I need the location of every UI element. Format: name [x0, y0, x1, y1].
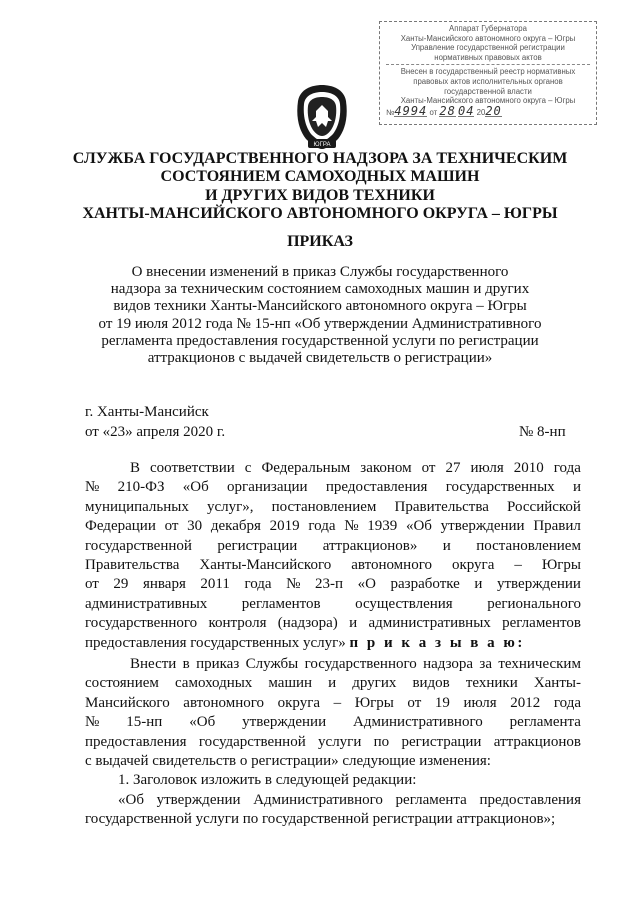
text-line	[85, 537, 581, 556]
word: Правил	[533, 518, 581, 535]
word: «О	[357, 576, 376, 593]
word: услуги	[318, 733, 362, 750]
text-line	[85, 556, 581, 575]
stamp-num-value: 4994	[394, 103, 428, 118]
word: 30	[187, 518, 203, 535]
word: предоставления	[325, 479, 428, 496]
title-line: СЛУЖБА ГОСУДАРСТВЕННОГО НАДЗОРА ЗА ТЕХНИЧЕСКИМ	[72, 150, 568, 167]
word: регистрации	[217, 537, 298, 554]
word: надзора	[423, 656, 474, 672]
text-line	[85, 517, 581, 536]
word: Российской	[507, 498, 581, 515]
word: аттракционов»	[322, 537, 418, 554]
word: соответствии	[150, 460, 235, 476]
word: регламентов	[241, 595, 321, 612]
subject-line: аттракционов с выдачей свидетельств о регистрации»	[147, 350, 493, 367]
word: округа	[277, 694, 321, 711]
word: 210-ФЗ	[117, 479, 165, 496]
order-word: п р и к а з ы в а ю:	[349, 634, 525, 651]
word: разработке	[390, 576, 460, 593]
text-line	[85, 459, 581, 478]
word: округа	[451, 556, 495, 573]
stamp-line: нормативных правовых актов	[434, 52, 542, 62]
word: законом	[360, 460, 412, 476]
subject-line: надзора за техническим состоянием самоходных машин и других	[110, 281, 530, 298]
word: автономного	[183, 694, 265, 711]
stamp-line: Аппарат Губернатора	[449, 24, 527, 33]
word: административных	[368, 615, 491, 632]
word: Административного	[253, 791, 383, 808]
subject-line: от 19 июля 2012 года № 15-нп «Об утверждении Административного	[98, 315, 542, 332]
word: административных	[85, 595, 208, 612]
word: от	[85, 576, 99, 593]
word: 2012	[510, 694, 541, 711]
word: машин	[268, 675, 313, 692]
word: №	[85, 714, 100, 731]
emblem-caption: ЮГРА	[313, 142, 331, 148]
word: (надзора)	[277, 615, 338, 632]
word: техники	[465, 675, 518, 692]
word: Внести	[130, 656, 177, 672]
word: 19	[434, 694, 450, 711]
word: государственных	[445, 479, 555, 496]
word: утверждении	[496, 576, 581, 593]
word: Ханты-	[533, 675, 581, 692]
word: «Об	[189, 714, 216, 731]
word: других	[352, 675, 397, 692]
stamp-line: Внесен в государственный реестр нормативных	[400, 67, 576, 77]
word: постановлением	[476, 537, 581, 554]
issue-date: от «23» апреля 2020 г.	[85, 424, 226, 440]
word: организации	[227, 479, 308, 496]
stamp-body	[380, 67, 596, 105]
text-line	[85, 498, 581, 517]
stamp-line: Управление государственной регистрации	[411, 43, 565, 53]
word: утверждении	[156, 791, 241, 808]
word: услуг»,	[206, 498, 254, 515]
word: года	[308, 518, 336, 535]
word: Югры	[354, 694, 394, 711]
stamp-year-suffix: 20	[485, 103, 502, 118]
word: №	[344, 518, 359, 535]
stamp-year-prefix: 20	[476, 107, 486, 117]
subject-line: видов техники Ханты-Мансийского автономного округа – Югры	[113, 298, 527, 315]
word: года	[244, 576, 272, 593]
word: –	[333, 694, 342, 711]
word: состоянием	[85, 675, 159, 692]
title-line: СОСТОЯНИЕМ САМОХОДНЫХ МАШИН	[160, 168, 480, 186]
word: и	[474, 576, 483, 593]
document-number: № 8-нп	[519, 424, 566, 440]
word: регламентов	[502, 615, 581, 632]
word: регламента	[509, 714, 581, 731]
word: декабря	[210, 518, 261, 535]
text-line	[85, 791, 581, 810]
word: №	[286, 576, 301, 593]
word: –	[514, 556, 522, 573]
word: государственного	[85, 615, 198, 632]
text-line	[85, 614, 581, 633]
word: осуществления	[355, 595, 453, 612]
word: регионального	[487, 595, 581, 612]
stamp-month: 04	[458, 103, 475, 118]
word: муниципальных	[85, 498, 189, 515]
word: государственного	[304, 656, 417, 672]
document-type: ПРИКАЗ	[287, 233, 353, 250]
word: от	[164, 518, 179, 535]
word: техническим	[498, 656, 581, 672]
amendment-paragraph	[85, 655, 581, 830]
word: аттракционов	[493, 733, 581, 750]
word: Правительства	[394, 498, 489, 515]
word: регламента	[395, 791, 467, 808]
item-1: 1. Заголовок изложить в следующей редакции:	[118, 772, 417, 789]
stamp-line: правовых актов исполнительных органов	[413, 76, 563, 86]
organization-title	[0, 150, 640, 223]
subject-line: регламента предоставления государственной услуги по регистрации	[101, 332, 539, 349]
text-line	[85, 634, 581, 653]
word: 23-п	[315, 576, 344, 593]
word: Федерации	[85, 518, 156, 535]
word: Правительства	[85, 556, 180, 573]
word: предоставления	[85, 733, 187, 750]
word: по	[373, 733, 390, 750]
word: «Об	[182, 479, 209, 496]
word: года	[553, 460, 581, 476]
word: государственной	[85, 537, 192, 554]
word: за	[479, 656, 492, 672]
place-of-issue: г. Ханты-Мансийск	[85, 404, 209, 420]
word: регистрации	[401, 733, 482, 750]
word: в	[182, 656, 190, 672]
word: и	[349, 615, 358, 632]
word: 2019	[269, 518, 300, 535]
word: июля	[470, 460, 504, 476]
word: автономного	[351, 556, 432, 573]
word: 2010	[513, 460, 544, 476]
word: и	[442, 537, 451, 554]
text-line	[85, 694, 581, 713]
word: Службы	[245, 656, 299, 672]
text-line	[85, 713, 581, 732]
word: 15-нп	[126, 714, 163, 731]
stamp-registration-number	[380, 103, 596, 118]
word: Административного	[353, 714, 483, 731]
word: от	[407, 694, 422, 711]
stamp-num-label: №	[386, 107, 395, 117]
word: и	[572, 479, 581, 496]
preamble-last-text: предоставления государственных услуг»	[85, 634, 346, 651]
word: Федеральным	[261, 460, 351, 476]
stamp-line: Ханты-Мансийского автономного округа – Югры	[400, 96, 576, 106]
word: года	[553, 694, 581, 711]
word: государственной	[198, 733, 306, 750]
title-line: ХАНТЫ-МАНСИЙСКОГО АВТОНОМНОГО ОКРУГА – ЮГРЫ	[82, 204, 558, 222]
word: «Об	[118, 791, 144, 808]
text-line: с выдачей свидетельств о регистрации» следующие изменения:	[85, 752, 491, 769]
stamp-divider	[386, 64, 590, 65]
text-line	[85, 595, 581, 614]
stamp-line: Ханты-Мансийского автономного округа – Югры	[400, 33, 576, 43]
text-line: государственной услуги по государственной регистрации аттракционов»;	[85, 811, 556, 828]
stamp-line: государственной власти	[444, 86, 532, 96]
stamp-header	[380, 24, 596, 62]
word: января	[142, 576, 186, 593]
word: 1939	[367, 518, 398, 535]
text-line	[85, 575, 581, 594]
word: самоходных	[174, 675, 253, 692]
word: предоставления	[479, 791, 581, 808]
preamble-paragraph	[85, 459, 581, 653]
word: Мансийского	[85, 694, 170, 711]
word: Югры	[541, 556, 581, 573]
word: с	[244, 460, 252, 476]
word: контроля	[208, 615, 267, 632]
coat-of-arms-emblem	[292, 83, 352, 151]
word: июля	[463, 694, 497, 711]
word: утверждении	[440, 518, 525, 535]
word: 2011	[200, 576, 230, 593]
word: видов	[412, 675, 450, 692]
text-line	[85, 478, 581, 497]
stamp-day: 28	[439, 103, 456, 118]
word: от	[421, 460, 436, 476]
word: приказ	[196, 656, 240, 672]
subject-line: О внесении изменений в приказ Службы государственного	[131, 264, 509, 280]
word: Ханты-Мансийского	[199, 556, 332, 573]
word: и	[328, 675, 337, 692]
stamp-from-label: от	[429, 107, 438, 117]
word: В	[130, 460, 141, 476]
text-line	[85, 674, 581, 693]
word: 27	[445, 460, 461, 476]
title-line: И ДРУГИХ ВИДОВ ТЕХНИКИ	[205, 186, 435, 204]
text-line	[85, 655, 581, 674]
word: утверждении	[242, 714, 327, 731]
text-line	[85, 733, 581, 752]
registration-stamp	[379, 21, 597, 125]
word: №	[85, 479, 100, 496]
document-subject	[0, 264, 640, 367]
word: 29	[113, 576, 129, 593]
word: постановлением	[271, 498, 377, 515]
word: «Об	[405, 518, 432, 535]
